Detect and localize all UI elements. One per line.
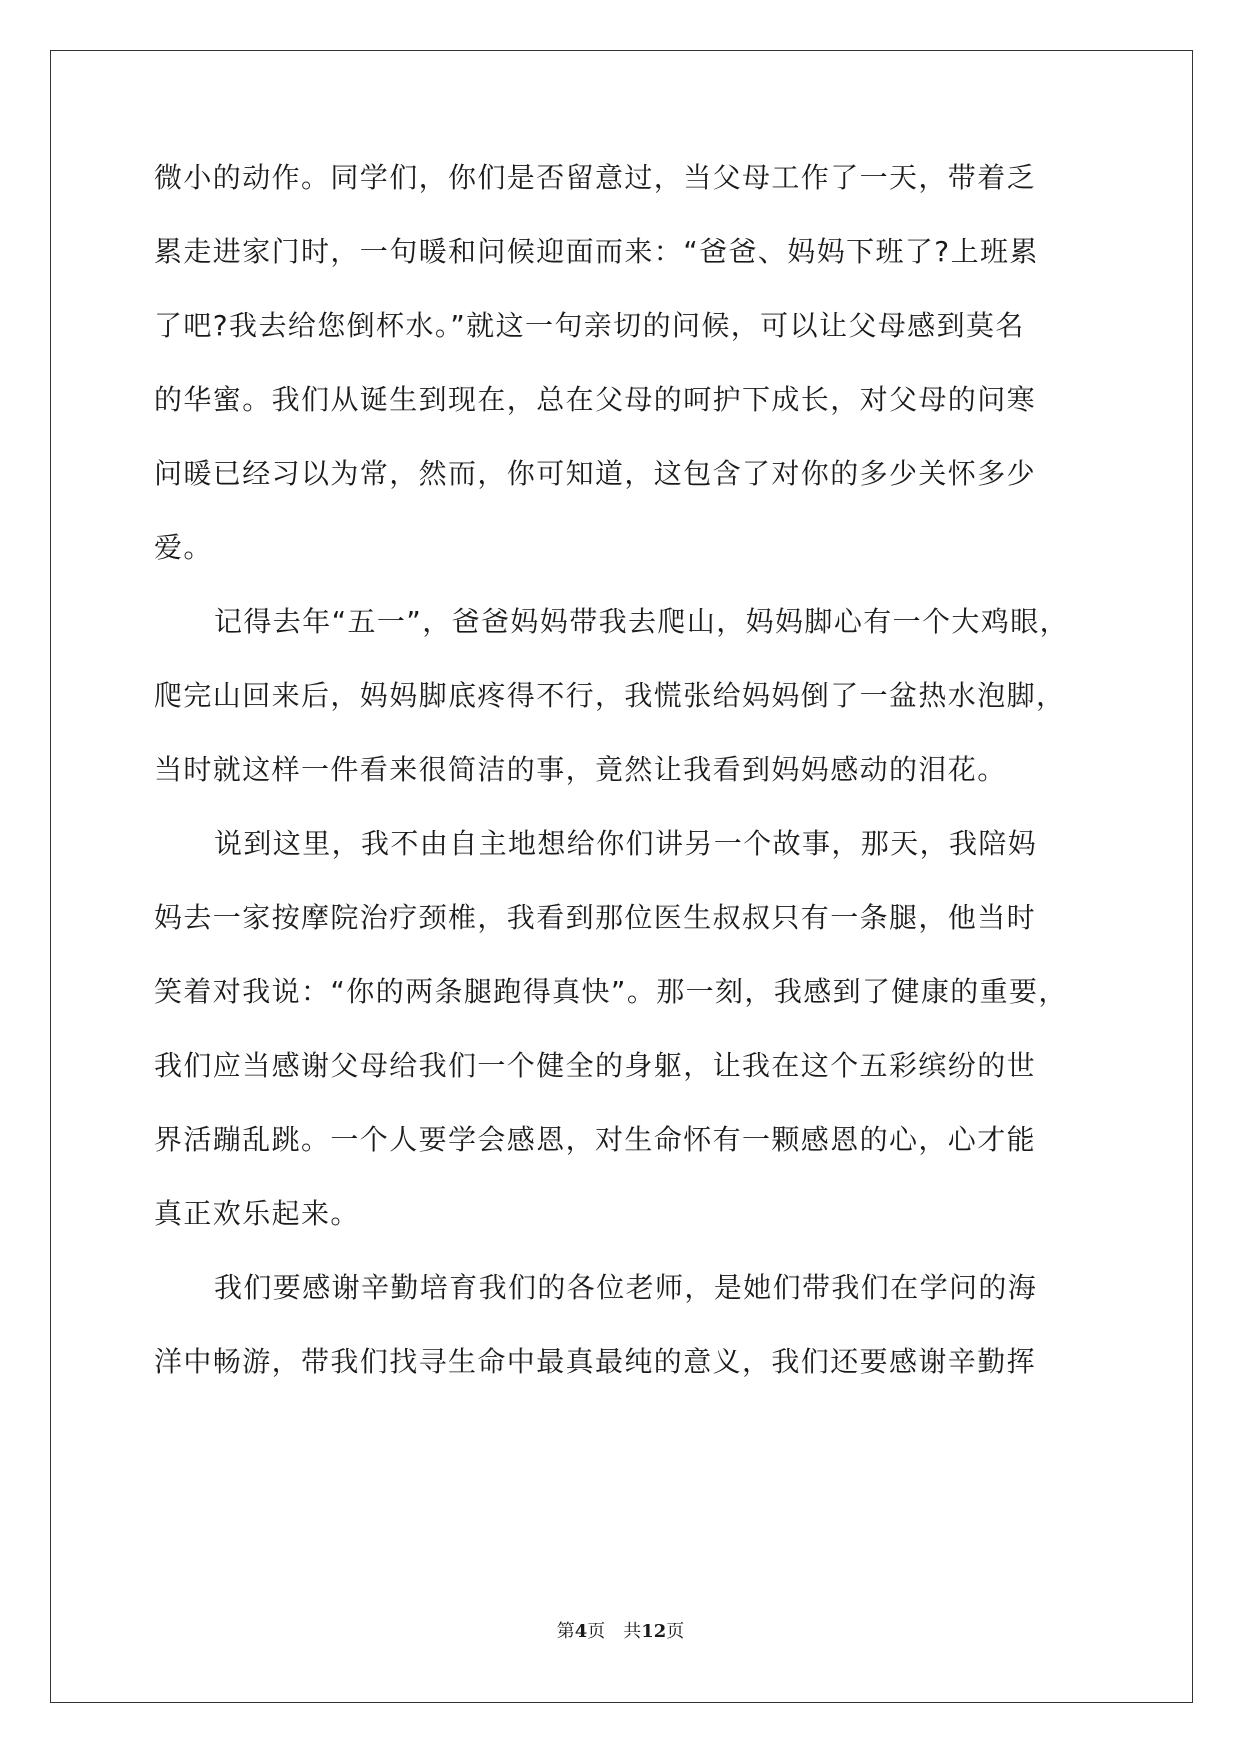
text-line: 的华蜜。我们从诞生到现在，总在父母的呵护下成长，对父母的问寒 bbox=[154, 383, 1037, 416]
text-line: 真正欢乐起来。 bbox=[154, 1197, 360, 1230]
text-line: 爬完山回来后，妈妈脚底疼得不行，我慌张给妈妈倒了一盆热水泡脚， bbox=[154, 679, 1066, 712]
total-pages: 12 bbox=[641, 1621, 667, 1642]
total-prefix: 共 bbox=[623, 1621, 642, 1642]
text-line: 了吧?我去给您倒杯水。”就这一句亲切的问候，可以让父母感到莫名 bbox=[154, 309, 1025, 342]
text-line: 笑着对我说：“你的两条腿跑得真快”。那一刻，我感到了健康的重要， bbox=[154, 975, 1068, 1008]
page-suffix: 页 bbox=[587, 1621, 606, 1642]
text-line: 我们要感谢辛勤培育我们的各位老师，是她们带我们在学问的海 bbox=[214, 1271, 1038, 1304]
text-line: 累走进家门时，一句暖和问候迎面而来：“爸爸、妈妈下班了?上班累 bbox=[154, 235, 1039, 268]
page-number: 4 bbox=[574, 1621, 588, 1642]
page-border bbox=[50, 50, 1193, 1703]
text-line: 微小的动作。同学们，你们是否留意过，当父母工作了一天，带着乏 bbox=[154, 161, 1037, 194]
page-prefix: 第 bbox=[556, 1621, 575, 1642]
text-line: 问暖已经习以为常，然而，你可知道，这包含了对你的多少关怀多少 bbox=[154, 457, 1037, 490]
text-line: 说到这里，我不由自主地想给你们讲另一个故事，那天，我陪妈 bbox=[214, 827, 1038, 860]
text-line: 妈去一家按摩院治疗颈椎，我看到那位医生叔叔只有一条腿，他当时 bbox=[154, 901, 1037, 934]
text-line: 我们应当感谢父母给我们一个健全的身躯，让我在这个五彩缤纷的世 bbox=[154, 1049, 1037, 1082]
text-line: 当时就这样一件看来很简洁的事，竟然让我看到妈妈感动的泪花。 bbox=[154, 753, 1007, 786]
text-line: 爱。 bbox=[154, 531, 213, 564]
page-footer bbox=[0, 1620, 1241, 1644]
total-suffix: 页 bbox=[666, 1621, 685, 1642]
text-line: 记得去年“五一”，爸爸妈妈带我去爬山，妈妈脚心有一个大鸡眼， bbox=[214, 605, 1070, 638]
text-line: 界活蹦乱跳。一个人要学会感恩，对生命怀有一颗感恩的心，心才能 bbox=[154, 1123, 1037, 1156]
text-line: 洋中畅游，带我们找寻生命中最真最纯的意义，我们还要感谢辛勤挥 bbox=[154, 1345, 1037, 1378]
